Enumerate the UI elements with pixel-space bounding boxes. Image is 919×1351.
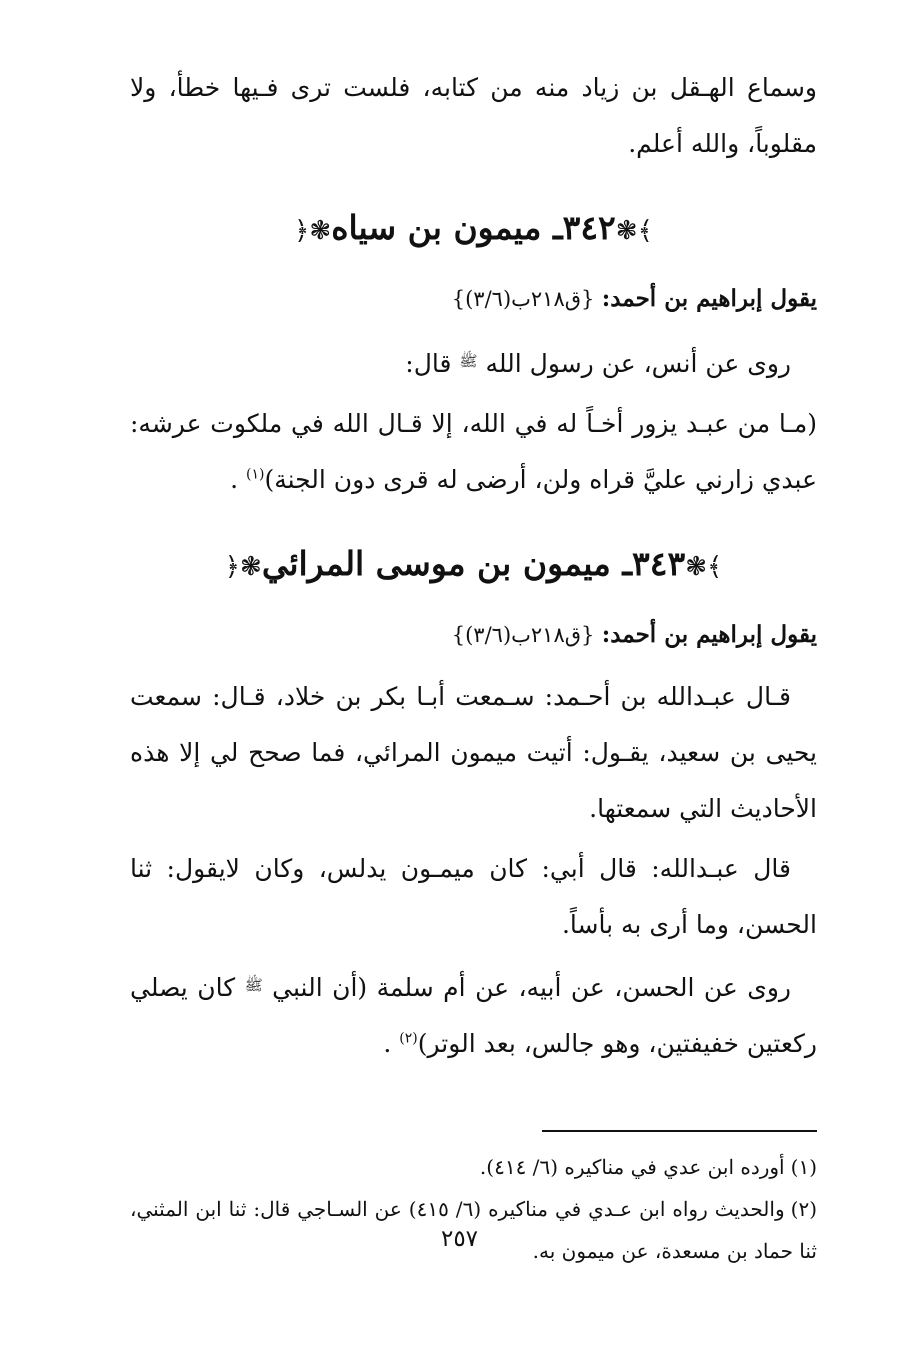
entry-name: ميمون بن موسى المرائي xyxy=(261,544,611,583)
entry-name: ميمون بن سياه xyxy=(331,208,542,247)
source-speaker: يقول إبراهيم بن أحمد: xyxy=(601,621,817,648)
ornament-open: ﴾ xyxy=(637,216,653,246)
hadith-end: . xyxy=(383,1029,400,1058)
source-ref: {ق٢١٨ب(٣/٦)} xyxy=(451,287,595,311)
entry-number: ٣٤٣ـ xyxy=(622,544,686,583)
hadith-paragraph xyxy=(130,396,817,508)
footnote-text: والحديث رواه ابن عـدي في مناكيره (٦/ ٤١٥) عن السـاجي قال: ثنا ابن المثني، ثنا حماد بن مسعدة، عن ميمون به. xyxy=(130,1197,817,1263)
narration-text: روى عن أنس، عن رسول الله xyxy=(477,349,791,378)
salla-ligature-icon: ﷺ xyxy=(459,352,478,370)
source-speaker: يقول إبراهيم بن أحمد: xyxy=(601,285,817,312)
page-number: ٢٥٧ xyxy=(440,1226,479,1252)
hadith-paragraph xyxy=(130,957,817,1072)
hadith-text: (مـا من عبـد يزور أخـاً له في الله، إلا قـال الله في ملكوت عرشه: عبدي زارني عليَّ قراه ولن، أرضى له قرى دون الجنة) xyxy=(130,409,817,494)
entry-number: ٣٤٢ـ xyxy=(552,208,616,247)
ornament-close: ﴿ xyxy=(294,216,310,246)
source-line xyxy=(130,275,817,323)
narration-paragraph xyxy=(130,333,817,392)
entry-heading-343 xyxy=(130,534,817,597)
hadith-text: كان يصلي ركعتين خفيفتين، وهو جالس، بعد الوتر) xyxy=(130,973,817,1058)
footnote-divider xyxy=(542,1130,817,1132)
intro-paragraph: وسماع الهـقل بن زياد منه من كتابه، فلست ترى فـيها خطأ، ولا مقلوباً، والله أعلم. xyxy=(130,73,817,158)
entry-heading-342 xyxy=(130,198,817,261)
star-ornament-icon: ❃ xyxy=(309,216,332,246)
hadith-end: . xyxy=(230,465,246,494)
footnote-number: (٢) xyxy=(790,1197,817,1221)
star-ornament-icon: ❃ xyxy=(685,552,707,582)
source-line xyxy=(130,611,817,659)
narration-text: قال: xyxy=(405,349,460,378)
footnote-1 xyxy=(130,1146,817,1188)
narration-paragraph: قال عبـدالله: قال أبي: كان ميمـون يدلس، وكان لايقول: ثنا الحسن، وما أرى به بأساً. xyxy=(130,854,817,939)
footnote-marker: (١) xyxy=(245,466,265,483)
ornament-close: ﴿ xyxy=(224,552,241,582)
narration-paragraph: قـال عبـدالله بن أحـمد: سـمعت أبـا بكر بن خلاد، قـال: سمعت يحيى بن سعيد، يقـول: أتيت ميمون المرائي، فما صحح لي إلا هذه الأحاديث التي سمعتها. xyxy=(130,682,817,823)
source-ref: {ق٢١٨ب(٣/٦)} xyxy=(451,623,595,647)
footnote-text: أورده ابن عدي في مناكيره (٦/ ٤١٤). xyxy=(479,1155,785,1179)
salla-ligature-icon: ﷺ xyxy=(244,976,263,994)
page-body xyxy=(130,60,817,1272)
ornament-open: ﴾ xyxy=(706,552,723,582)
footnote-number: (١) xyxy=(790,1155,817,1179)
hadith-text: روى عن الحسن، عن أبيه، عن أم سلمة (أن النبي xyxy=(262,973,791,1002)
star-ornament-icon: ❃ xyxy=(240,552,262,582)
footnote-marker: (٢) xyxy=(399,1030,418,1047)
star-ornament-icon: ❃ xyxy=(615,216,638,246)
